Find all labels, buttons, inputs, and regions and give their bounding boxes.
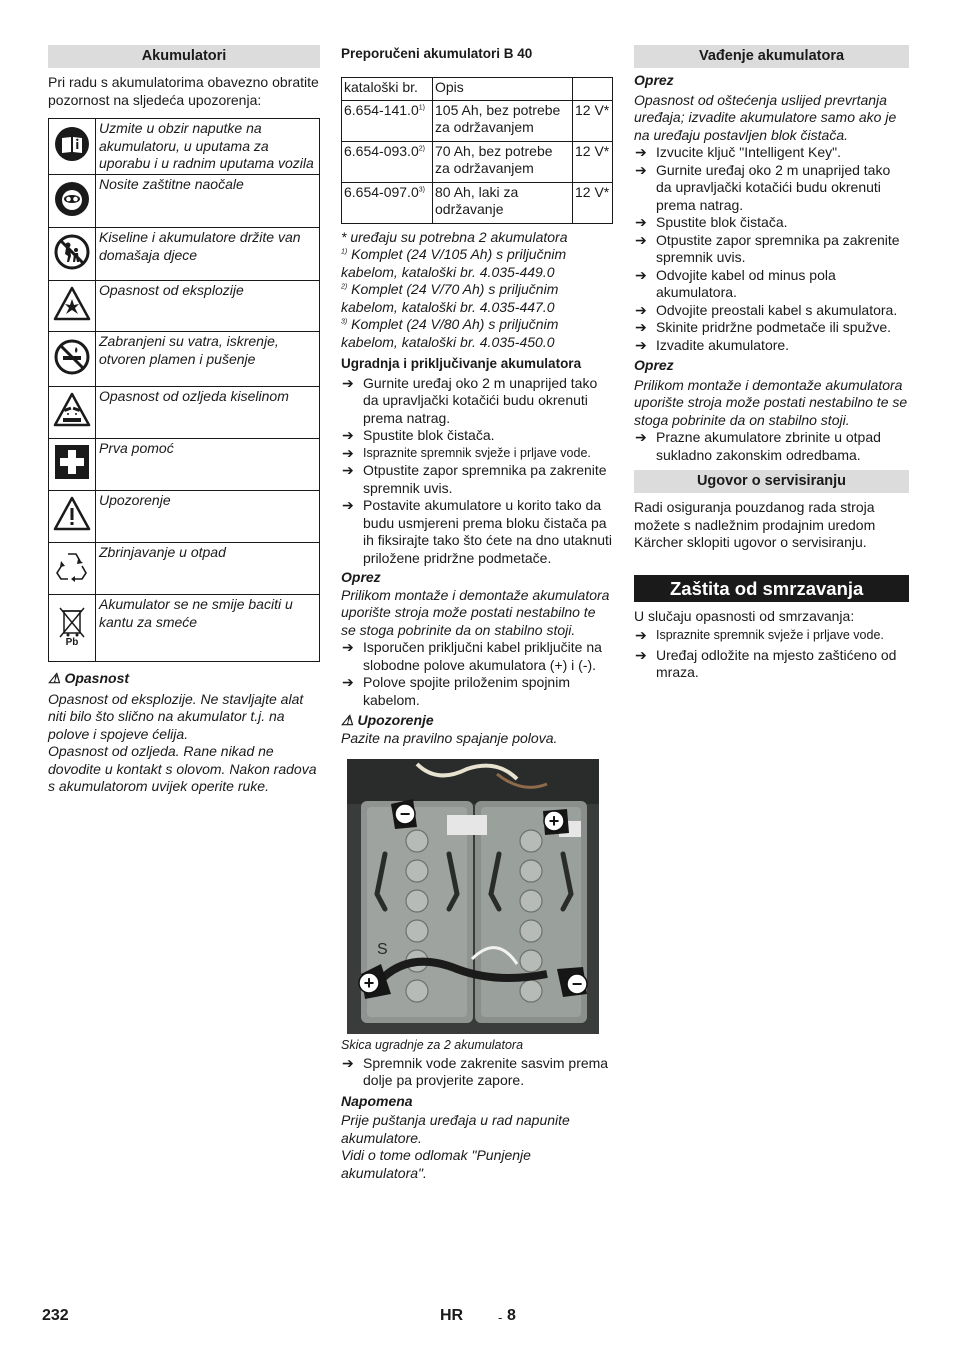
- warning-icon: ⚠: [48, 670, 61, 686]
- footnote: $^{3)}$ Komplet (24 V/80 Ah) s priljučnim kabelom, kataloški br. 4.035-450.0: [341, 316, 559, 350]
- warning-row: [49, 387, 320, 439]
- warning-row: [49, 228, 320, 281]
- install-step: ➔ Gurnite uređaj oko 2 m unaprijed tako da upravljački kotačići budu okrenuti prema natrag.: [342, 374, 598, 426]
- column-removal: [634, 45, 909, 682]
- catalog-number: 6.654-141.0$^{1)}$: [342, 100, 433, 141]
- removal-step: ➔ Odvojite kabel od minus pola akumulatora.: [635, 266, 836, 300]
- crossed-bin-pb-icon: [49, 595, 96, 662]
- arrow-icon: ➔: [635, 214, 647, 230]
- voltage: 12 V*: [573, 182, 613, 223]
- warning-title: ⚠ Upozorenje: [341, 712, 434, 728]
- catalog-number: 6.654-093.0$^{2)}$: [342, 141, 433, 182]
- description: 105 Ah, bez potrebe za održavanjem: [433, 100, 573, 141]
- caution-text-2: Prilikom montaže i demontaže akumulatora uporište stroja može postati nestabilno te se stoga pobrinite da on stabilno stoji.: [634, 376, 908, 428]
- warning-icon: ⚠: [341, 712, 354, 728]
- danger-text-explosion: Opasnost od eksplozije. Ne stavljajte alat niti bilo što slično na akumulator t.j. na polove i spojeve ćelija.: [48, 690, 304, 742]
- arrow-icon: ➔: [342, 1054, 354, 1071]
- table-header-cell: kataloški br.: [342, 77, 433, 100]
- arrow-icon: ➔: [635, 336, 647, 353]
- install-heading: Ugradnja i priključivanje akumulatora: [341, 356, 582, 371]
- arrow-icon: ➔: [342, 374, 354, 391]
- table-row: [342, 182, 613, 223]
- svg-text:−: −: [399, 804, 411, 824]
- frost-step: ➔ Uređaj odložite na mjesto zaštićeno od mraza.: [635, 646, 897, 680]
- language-code: HR: [440, 1307, 464, 1324]
- column-recommended: [341, 45, 613, 1182]
- removal-step: ➔ Otpustite zapor spremnika pa zakrenite spremnik uvis.: [635, 231, 900, 265]
- danger-title: ⚠ Opasnost: [48, 670, 130, 686]
- arrow-icon: ➔: [635, 627, 647, 643]
- warning-text: Upozorenje: [96, 491, 320, 543]
- note-text-see: Vidi o tome odlomak "Punjenje akumulatora".: [341, 1147, 531, 1181]
- install-step: ➔ Spustite blok čistača.: [342, 427, 495, 443]
- warning-row: [49, 491, 320, 543]
- arrow-icon: ➔: [342, 639, 354, 655]
- minus-terminal-icon: [395, 804, 415, 824]
- acid-burn-icon: [49, 387, 96, 439]
- table-header-cell: Opis: [433, 77, 573, 100]
- danger-text-injury: Opasnost od ozljeda. Rane nikad ne dovodite u kontakt s olovom. Nakon radova s akumulatorom uvijek operite ruke.: [48, 743, 317, 794]
- footnote-star: * uređaju su potrebna 2 akumulatora: [341, 228, 568, 245]
- footnote: $^{1)}$ Komplet (24 V/105 Ah) s priljučnim kabelom, kataloški br. 4.035-449.0: [341, 246, 567, 280]
- table-header-row: [342, 77, 613, 100]
- table-header-cell: [573, 77, 613, 100]
- caution-title-2: Oprez: [634, 357, 674, 373]
- removal-step: ➔ Skinite pridržne podmetače ili spužve.: [635, 319, 892, 335]
- warning-text: Zbrinjavanje u otpad: [96, 543, 320, 595]
- warning-text: Pazite na pravilno spajanje polova.: [341, 729, 558, 746]
- warning-triangle-icon: [49, 491, 96, 543]
- section-heading-batteries: Akumulatori: [48, 45, 320, 68]
- intro-text: Pri radu s akumulatorima obavezno obratite pozornost na sljedeća upozorenja:: [48, 74, 319, 108]
- table-row: [342, 141, 613, 182]
- removal-step: ➔ Odvojite preostali kabel s akumulatora.: [635, 301, 898, 318]
- description: 70 Ah, bez potrebe za održavanjem: [433, 141, 573, 182]
- connect-step: ➔ Polove spojite priloženim spojnim kabelom.: [342, 674, 570, 708]
- footer-separator: -: [498, 1310, 503, 1325]
- warning-text: Zabranjeni su vatra, iskrenje, otvoren plamen i pušenje: [96, 332, 320, 387]
- arrow-icon: ➔: [342, 427, 354, 443]
- removal-step: ➔ Spustite blok čistača.: [635, 214, 788, 230]
- arrow-icon: ➔: [635, 646, 647, 663]
- section-heading-service: Ugovor o servisiranju: [634, 470, 909, 493]
- install-step: ➔ Postavite akumulatore u korito tako da budu usmjereni prema bloku čistača pa ih fiksirajte tako što ćete na dno utaknuti priložene pridržne podmetače.: [342, 497, 613, 566]
- read-manual-icon: [49, 119, 96, 175]
- arrow-icon: ➔: [342, 497, 354, 513]
- column-batteries: [48, 45, 320, 796]
- footnote: $^{2)}$ Komplet (24 V/70 Ah) s priljučnim kabelom, kataloški br. 4.035-447.0: [341, 281, 559, 315]
- note-title: Napomena: [341, 1092, 413, 1109]
- caution-text: Prilikom montaže i demontaže akumulatora uporište stroja može postati nestabilno te se stoga pobrinite da on stabilno stoji.: [341, 586, 610, 638]
- section-heading-frost: Zaštita od smrzavanja: [634, 575, 909, 602]
- arrow-icon: ➔: [342, 674, 354, 690]
- removal-step: ➔ Izvadite akumulatore.: [635, 336, 790, 353]
- warning-text: Kiseline i akumulatore držite van domašaja djece: [96, 228, 320, 281]
- keep-away-children-icon: [49, 228, 96, 281]
- arrow-icon: ➔: [342, 444, 354, 461]
- voltage: 12 V*: [573, 100, 613, 141]
- caution-title: Oprez: [341, 569, 381, 585]
- voltage: 12 V*: [573, 141, 613, 182]
- warning-row: [49, 543, 320, 595]
- warning-symbols-table: [48, 118, 320, 662]
- arrow-icon: ➔: [635, 231, 647, 248]
- warning-row: [49, 281, 320, 332]
- svg-text:+: +: [363, 973, 375, 993]
- warning-text: Uzmite u obzir naputke na akumulatoru, u uputama za uporabu i u radnim uputama vozila: [96, 119, 320, 175]
- first-aid-icon: [49, 439, 96, 491]
- no-fire-smoking-icon: [49, 332, 96, 387]
- description: 80 Ah, laki za održavanje: [433, 182, 573, 223]
- warning-text: Akumulator se ne smije baciti u kantu za smeće: [96, 595, 320, 662]
- arrow-icon: ➔: [635, 161, 647, 178]
- section-heading-recommended: Preporučeni akumulatori B 40: [341, 46, 533, 61]
- warning-text: Nosite zaštitne naočale: [96, 175, 320, 228]
- warning-text: Opasnost od ozljeda kiselinom: [96, 387, 320, 439]
- section-heading-removal: Vađenje akumulatora: [634, 45, 909, 68]
- arrow-icon: ➔: [342, 462, 354, 478]
- plus-terminal-icon: [544, 811, 564, 831]
- battery-install-photo: [347, 759, 599, 1034]
- warning-text: Opasnost od eksplozije: [96, 281, 320, 332]
- sub-page-number: 8: [507, 1307, 516, 1324]
- svg-text:−: −: [571, 974, 583, 994]
- service-text: Radi osiguranja pouzdanog rada stroja možete s nadležnim prodajnim uredom Kärcher sklopiti ugovor o servisiranju.: [634, 499, 876, 550]
- connect-step: ➔ Isporučen priključni kabel priključite na slobodne polove akumulatora (+) i (-).: [342, 639, 602, 673]
- caution-text: Opasnost od oštećenja uslijed prevrtanja uređaja; izvadite akumulatore samo ako je na uređaju postavljen blok čistača.: [634, 91, 897, 143]
- caution-title: Oprez: [634, 72, 674, 88]
- warning-row: [49, 439, 320, 491]
- removal-step: ➔ Gurnite uređaj oko 2 m unaprijed tako da upravljački kotačići budu okrenuti prema natrag.: [635, 161, 891, 213]
- safety-goggles-icon: [49, 175, 96, 228]
- arrow-icon: ➔: [635, 301, 647, 318]
- minus-terminal-icon: [567, 974, 587, 994]
- after-step: ➔ Spremnik vode zakrenite sasvim prema dolje pa provjerite zapore.: [342, 1054, 609, 1088]
- warning-row: [49, 332, 320, 387]
- recycling-icon: [49, 543, 96, 595]
- plus-terminal-icon: [359, 973, 379, 993]
- arrow-icon: ➔: [635, 429, 647, 445]
- install-step: ➔ Otpustite zapor spremnika pa zakrenite spremnik uvis.: [342, 462, 607, 496]
- explosion-hazard-icon: [49, 281, 96, 332]
- arrow-icon: ➔: [635, 144, 647, 160]
- note-text: Prije puštanja uređaja u rad napunite akumulatore.: [341, 1112, 570, 1146]
- svg-text:+: +: [548, 811, 560, 831]
- catalog-number: 6.654-097.0$^{3)}$: [342, 182, 433, 223]
- photo-marking: S: [377, 941, 388, 958]
- pb-label: Pb: [65, 636, 79, 646]
- arrow-icon: ➔: [635, 319, 647, 335]
- arrow-icon: ➔: [635, 266, 647, 283]
- warning-row: [49, 175, 320, 228]
- warning-row: [49, 595, 320, 662]
- frost-step: ➔ Ispraznite spremnik svježe i prljave vode.: [635, 627, 884, 643]
- photo-caption: Skica ugradnje za 2 akumulatora: [341, 1038, 524, 1052]
- install-step: ➔ Ispraznite spremnik svježe i prljave vode.: [342, 444, 591, 461]
- dispose-step: ➔ Prazne akumulatore zbrinite u otpad sukladno zakonskim odredbama.: [635, 429, 881, 463]
- battery-table: [341, 77, 613, 224]
- removal-step: ➔ Izvucite ključ "Intelligent Key".: [635, 144, 842, 160]
- page-number: 232: [42, 1307, 69, 1324]
- frost-intro: U slučaju opasnosti od smrzavanja:: [634, 607, 855, 624]
- warning-text: Prva pomoć: [96, 439, 320, 491]
- table-row: [342, 100, 613, 141]
- warning-row: [49, 119, 320, 175]
